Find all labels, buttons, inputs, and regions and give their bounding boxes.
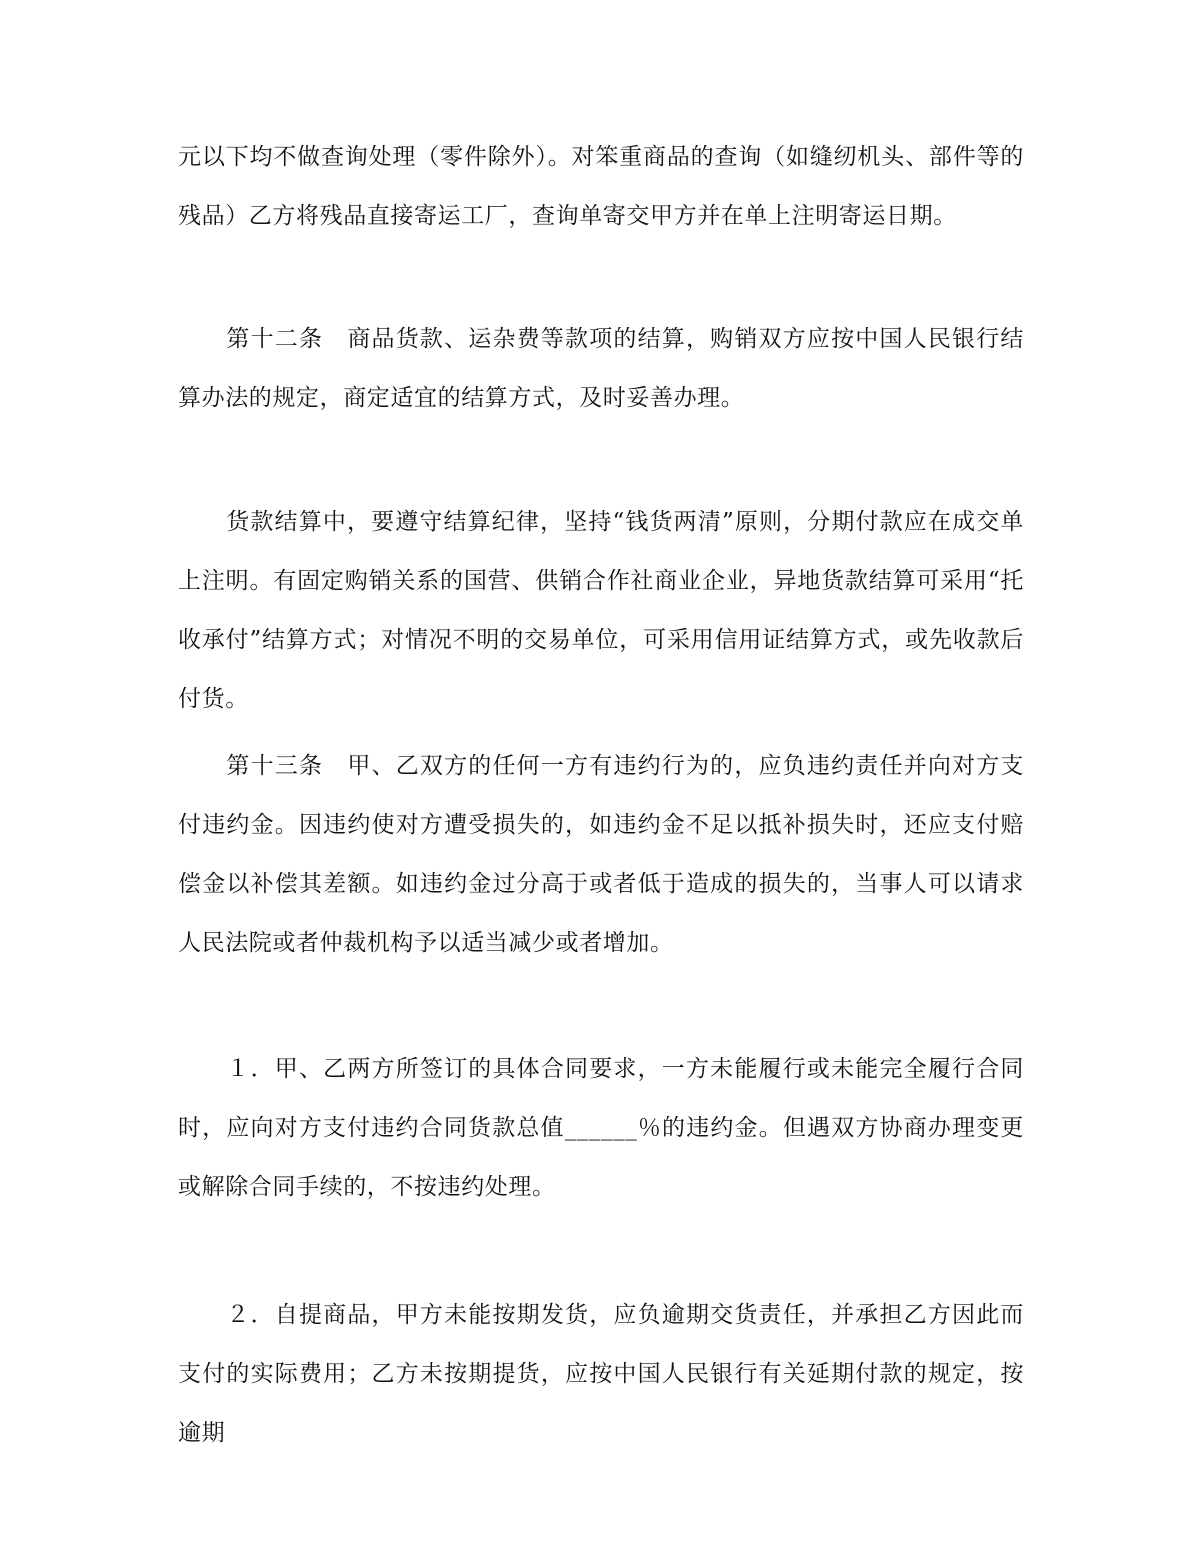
paragraph-article-11-continuation: 元以下均不做查询处理（零件除外）。对笨重商品的查询（如缝纫机头、部件等的残品）乙方将残品直接寄运工厂，查询单寄交甲方并在单上注明寄运日期。: [178, 144, 1024, 229]
paragraph-article-13-item-2: ２．自提商品，甲方未能按期发货，应负逾期交货责任，并承担乙方因此而支付的实际费用；乙方未按期提货，应按中国人民银行有关延期付款的规定，按逾期: [178, 1302, 1024, 1446]
paragraph-article-12: 第十二条 商品货款、运杂费等款项的结算，购销双方应按中国人民银行结算办法的规定，商定适宜的结算方式，及时妥善办理。: [178, 326, 1024, 411]
paragraph-article-12-settlement: 货款结算中，要遵守结算纪律，坚持“钱货两清”原则，分期付款应在成交单上注明。有固定购销关系的国营、供销合作社商业企业，异地货款结算可采用“托收承付”结算方式；对情况不明的交易单位，可采用信用证结算方式，或先收款后付货。: [178, 509, 1024, 712]
paragraph-article-13: 第十三条 甲、乙双方的任何一方有违约行为的，应负违约责任并向对方支付违约金。因违约使对方遭受损失的，如违约金不足以抵补损失时，还应支付赔偿金以补偿其差额。如违约金过分高于或者低于造成的损失的，当事人可以请求人民法院或者仲裁机构予以适当减少或者增加。: [178, 753, 1024, 956]
paragraph-article-13-item-1: １．甲、乙两方所签订的具体合同要求，一方未能履行或未能完全履行合同时，应向对方支付违约合同货款总值______％的违约金。但遇双方协商办理变更或解除合同手续的，不按违约处理。: [178, 1056, 1024, 1200]
